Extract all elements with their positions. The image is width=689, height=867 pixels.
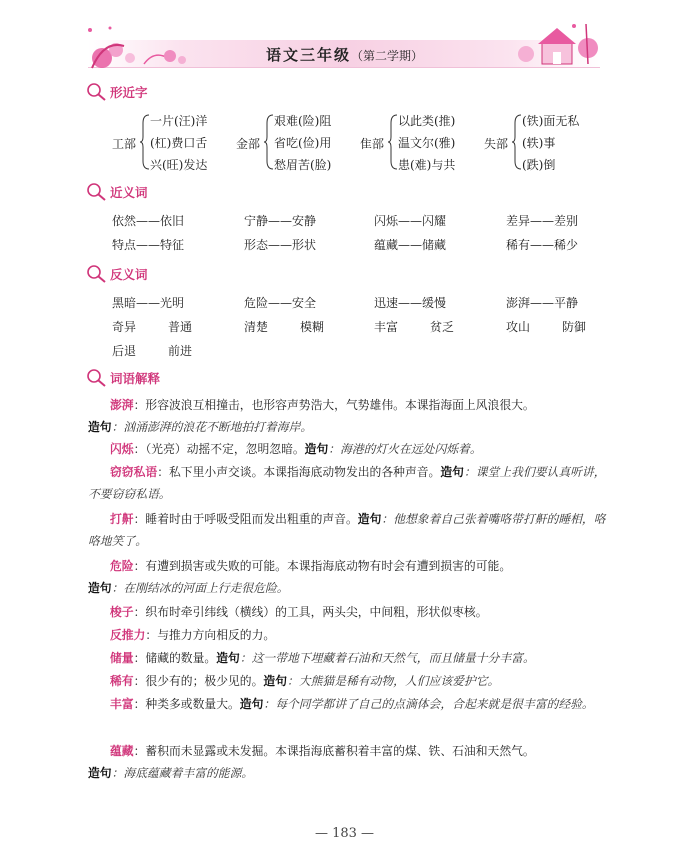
synonym-pair: 特点——特征 <box>112 238 185 252</box>
synonym-pair: 稀有——稀少 <box>506 238 579 252</box>
magnifier-icon <box>86 82 108 102</box>
xingjin-item: (跌)倒 <box>522 158 556 172</box>
definition-weixian <box>88 555 608 599</box>
section-xingjinzi <box>86 82 148 102</box>
example-label: 造句 <box>216 651 240 665</box>
term: 蕴藏 <box>110 744 134 758</box>
brace-icon <box>388 113 398 171</box>
xingjin-item: 愁眉苦(脸) <box>274 158 332 172</box>
section-label: 形近字 <box>110 85 148 100</box>
term: 稀有 <box>110 674 134 688</box>
example-sentence: ：每个同学都讲了自己的点滴体会，合起来就是很丰富的经验。 <box>263 697 594 711</box>
antonym-pair: 迅速——缓慢 <box>374 296 447 310</box>
term: 储量 <box>110 651 134 665</box>
xingjin-item: 患(难)与共 <box>398 158 456 172</box>
example-sentence: ：海底蕴藏着丰富的能源。 <box>111 766 254 780</box>
definition-dahan <box>88 508 608 552</box>
definition-xiyou <box>88 670 608 692</box>
explanation: ：储藏的数量。 <box>133 651 217 665</box>
explanation: ：与推力方向相反的力。 <box>145 628 276 642</box>
antonym-word: 防御 <box>562 320 587 334</box>
synonym-pair: 蕴藏——储藏 <box>374 238 447 252</box>
example-label: 造句 <box>304 442 329 456</box>
example-sentence: ：大熊猫是稀有动物，人们应该爱护它。 <box>287 674 500 688</box>
definition-qieqie <box>88 461 608 505</box>
antonym-word: 后退 <box>112 344 137 358</box>
example-label: 造句 <box>88 581 112 595</box>
magnifier-icon <box>86 368 108 388</box>
xingjin-item: 兴(旺)发达 <box>150 158 208 172</box>
xingjin-item: 以此类(推) <box>398 114 456 128</box>
antonym-pair: 黑暗——光明 <box>112 296 185 310</box>
term: 反推力 <box>110 628 146 642</box>
grade-title: 语文三年级 <box>265 46 351 64</box>
synonym-pair: 形态——形状 <box>244 238 317 252</box>
example-label: 造句 <box>263 674 287 688</box>
antonym-word: 模糊 <box>300 320 325 334</box>
example-label: 造句 <box>88 766 112 780</box>
page-title <box>0 44 689 65</box>
xingjin-item: 省吃(俭)用 <box>274 136 332 150</box>
term: 窃窃私语 <box>110 465 158 479</box>
antonym-word: 贫乏 <box>430 320 455 334</box>
section-ciyujieshi <box>86 368 160 388</box>
example-sentence: ：这一带地下埋藏着石油和天然气，而且储量十分丰富。 <box>239 651 535 665</box>
synonym-pair: 闪烁——闪耀 <box>374 214 447 228</box>
radical-label: 工部 <box>112 137 137 151</box>
explanation: ：有遭到损害或失败的可能。本课指海底动物有时会有遭到损害的可能。 <box>133 559 512 573</box>
term: 丰富 <box>110 697 134 711</box>
explanation: ：睡着时由于呼吸受阻而发出粗重的声音。 <box>133 512 358 526</box>
brace-icon <box>140 113 150 171</box>
antonym-pair: 澎湃——平静 <box>506 296 579 310</box>
definition-shanshuo <box>88 438 608 460</box>
page-number: — 183 — <box>314 826 375 841</box>
term-subtitle: （第二学期） <box>351 49 424 63</box>
antonym-pair: 危险——安全 <box>244 296 317 310</box>
example-sentence: ：他想象着自己张着嘴咯带打鼾的睡相，咯咯地笑了。 <box>88 512 606 548</box>
definition-pengpai <box>88 394 608 438</box>
section-label: 近义词 <box>110 185 148 200</box>
antonym-word: 前进 <box>168 344 193 358</box>
term: 打鼾 <box>110 512 134 526</box>
explanation: ：（光亮）动摇不定，忽明忽暗。 <box>133 442 305 456</box>
explanation: ：蓄积而未显露或未发掘。本课指海底蓄积着丰富的煤、铁、石油和天然气。 <box>133 744 535 758</box>
section-jinyici <box>86 182 148 202</box>
definition-suozi <box>88 601 608 623</box>
radical-label: 隹部 <box>360 137 385 151</box>
xingjin-item: (杠)费口舌 <box>150 136 208 150</box>
xingjin-item: (轶)事 <box>522 136 556 150</box>
example-sentence: ：汹涌澎湃的浪花不断地拍打着海岸。 <box>111 420 313 434</box>
radical-label: 失部 <box>484 137 509 151</box>
explanation: ：织布时牵引纬线（横线）的工具，两头尖，中间粗，形状似枣核。 <box>133 605 488 619</box>
section-label: 词语解释 <box>110 371 161 386</box>
example-sentence: ：在刚结冰的河面上行走很危险。 <box>111 581 289 595</box>
example-sentence: ：海港的灯火在远处闪烁着。 <box>328 442 482 456</box>
explanation: ：很少有的；极少见的。 <box>133 674 264 688</box>
antonym-word: 丰富 <box>374 320 399 334</box>
definition-chuliang <box>88 647 608 669</box>
term: 危险 <box>110 559 134 573</box>
example-label: 造句 <box>357 512 382 526</box>
example-label: 造句 <box>239 697 264 711</box>
example-label: 造句 <box>440 465 464 479</box>
explanation: ：形容波浪互相撞击，也形容声势浩大，气势雄伟。本课指海面上风浪很大。 <box>133 398 535 412</box>
example-label: 造句 <box>88 420 112 434</box>
definition-fantuili <box>88 624 608 646</box>
magnifier-icon <box>86 182 108 202</box>
xingjin-item: 一片(汪)洋 <box>150 114 208 128</box>
section-fanyici <box>86 264 148 284</box>
radical-label: 金部 <box>236 137 261 151</box>
antonym-word: 奇异 <box>112 320 137 334</box>
explanation: ：私下里小声交谈。本课指海底动物发出的各种声音。 <box>157 465 441 479</box>
term: 澎湃 <box>110 398 134 412</box>
synonym-pair: 宁静——安静 <box>244 214 317 228</box>
brace-icon <box>512 113 522 171</box>
term: 梭子 <box>110 605 134 619</box>
magnifier-icon <box>86 264 108 284</box>
antonym-word: 攻山 <box>506 320 531 334</box>
synonym-pair: 依然——依旧 <box>112 214 185 228</box>
example-sentence: ：课堂上我们要认真听讲，不要窃窃私语。 <box>88 465 606 501</box>
synonym-pair: 差异——差别 <box>506 214 579 228</box>
explanation: ：种类多或数量大。 <box>133 697 240 711</box>
antonym-word: 普通 <box>168 320 193 334</box>
xingjin-item: 温文尔(雅) <box>398 136 456 150</box>
term: 闪烁 <box>110 442 134 456</box>
definition-fengfu <box>88 693 608 715</box>
section-label: 反义词 <box>110 267 148 282</box>
xingjin-item: 艰难(险)阻 <box>274 114 332 128</box>
brace-icon <box>264 113 274 171</box>
xingjin-item: (铁)面无私 <box>522 114 580 128</box>
definition-yuncang <box>88 740 608 784</box>
antonym-word: 清楚 <box>244 320 269 334</box>
